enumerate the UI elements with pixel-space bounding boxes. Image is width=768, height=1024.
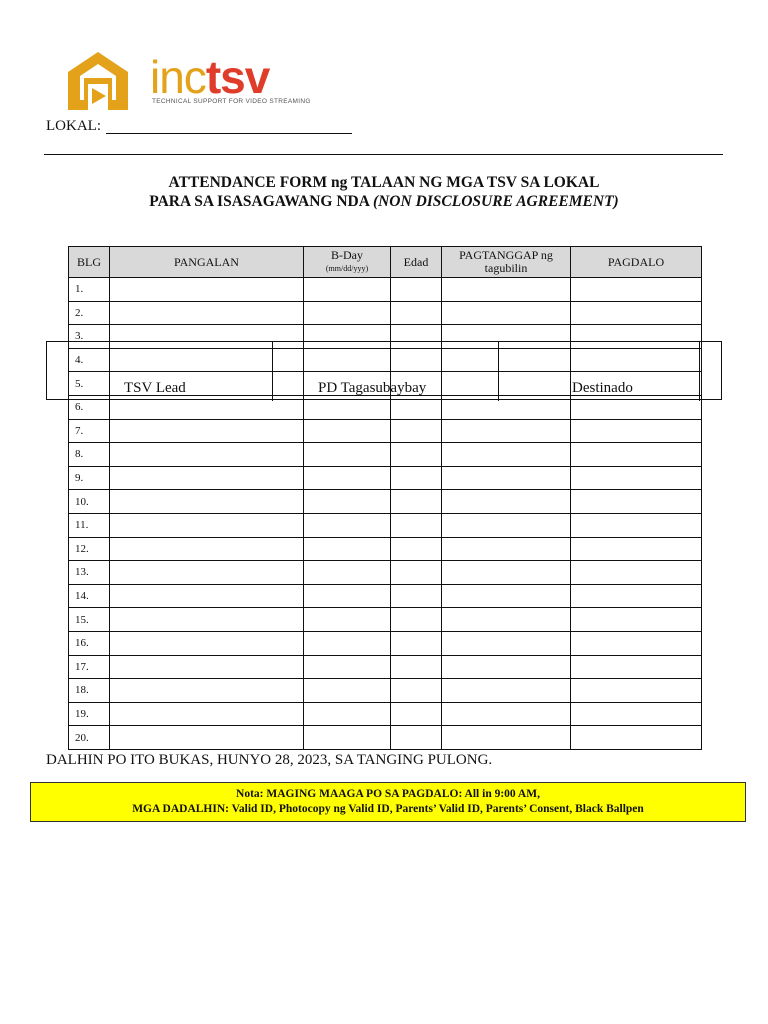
bday-cell[interactable] bbox=[304, 466, 391, 490]
age-cell[interactable] bbox=[391, 513, 442, 537]
form-title-italic: (NON DISCLOSURE AGREEMENT) bbox=[372, 193, 619, 210]
name-cell[interactable] bbox=[110, 537, 304, 561]
table-row bbox=[69, 278, 702, 302]
bday-cell[interactable] bbox=[304, 537, 391, 561]
table-row bbox=[69, 584, 702, 608]
header-blg: BLG bbox=[69, 247, 110, 278]
pd-tagasubaybay-label: PD Tagasubaybay bbox=[318, 380, 427, 396]
row-number: 18. bbox=[69, 679, 110, 703]
name-cell[interactable] bbox=[110, 608, 304, 632]
row-number: 10. bbox=[69, 490, 110, 514]
age-cell[interactable] bbox=[391, 443, 442, 467]
bday-cell[interactable] bbox=[304, 301, 391, 325]
table-row bbox=[69, 419, 702, 443]
header-pangalan: PANGALAN bbox=[110, 247, 304, 278]
signatory-divider bbox=[109, 342, 110, 401]
age-cell[interactable] bbox=[391, 537, 442, 561]
pagtanggap-cell[interactable] bbox=[442, 278, 571, 302]
age-cell[interactable] bbox=[391, 561, 442, 585]
bday-cell[interactable] bbox=[304, 443, 391, 467]
row-number: 1. bbox=[69, 278, 110, 302]
table-row bbox=[69, 608, 702, 632]
form-title-line2 bbox=[0, 193, 768, 211]
pagtanggap-cell[interactable] bbox=[442, 301, 571, 325]
pagdalo-cell[interactable] bbox=[571, 631, 702, 655]
pagdalo-cell[interactable] bbox=[571, 726, 702, 750]
header-pagdalo: PAGDALO bbox=[571, 247, 702, 278]
header-bday-format: (mm/dd/yyy) bbox=[325, 264, 369, 273]
pagdalo-cell[interactable] bbox=[571, 301, 702, 325]
pagdalo-cell[interactable] bbox=[571, 561, 702, 585]
logo-tsv: tsv bbox=[205, 51, 270, 103]
row-number: 6. bbox=[69, 395, 110, 419]
row-number: 13. bbox=[69, 561, 110, 585]
name-cell[interactable] bbox=[110, 561, 304, 585]
pagtanggap-cell[interactable] bbox=[442, 655, 571, 679]
pagtanggap-cell[interactable] bbox=[442, 584, 571, 608]
pagdalo-cell[interactable] bbox=[571, 490, 702, 514]
table-row bbox=[69, 443, 702, 467]
age-cell[interactable] bbox=[391, 726, 442, 750]
pagdalo-cell[interactable] bbox=[571, 466, 702, 490]
row-number: 20. bbox=[69, 726, 110, 750]
pagtanggap-cell[interactable] bbox=[442, 726, 571, 750]
table-row bbox=[69, 679, 702, 703]
header-bday bbox=[304, 247, 391, 278]
lokal-field-line[interactable] bbox=[106, 133, 352, 134]
pagdalo-cell[interactable] bbox=[571, 584, 702, 608]
bday-cell[interactable] bbox=[304, 608, 391, 632]
pagtanggap-cell[interactable] bbox=[442, 443, 571, 467]
name-cell[interactable] bbox=[110, 702, 304, 726]
bday-cell[interactable] bbox=[304, 679, 391, 703]
name-cell[interactable] bbox=[110, 584, 304, 608]
age-cell[interactable] bbox=[391, 631, 442, 655]
table-row bbox=[69, 466, 702, 490]
table-row bbox=[69, 513, 702, 537]
note-line1: Nota: MAGING MAAGA PO SA PAGDALO: All in 9:00 AM, bbox=[236, 788, 540, 800]
bday-cell[interactable] bbox=[304, 702, 391, 726]
pagdalo-cell[interactable] bbox=[571, 419, 702, 443]
note-box bbox=[30, 782, 746, 822]
pagdalo-cell[interactable] bbox=[571, 537, 702, 561]
name-cell[interactable] bbox=[110, 443, 304, 467]
pagdalo-cell[interactable] bbox=[571, 513, 702, 537]
bday-cell[interactable] bbox=[304, 561, 391, 585]
pagtanggap-cell[interactable] bbox=[442, 419, 571, 443]
table-header-row bbox=[69, 247, 702, 278]
form-title-line1: ATTENDANCE FORM ng TALAAN NG MGA TSV SA LOKAL bbox=[168, 174, 600, 191]
name-cell[interactable] bbox=[110, 726, 304, 750]
table-row bbox=[69, 301, 702, 325]
signatory-divider bbox=[272, 342, 273, 401]
age-cell[interactable] bbox=[391, 278, 442, 302]
name-cell[interactable] bbox=[110, 278, 304, 302]
row-number: 9. bbox=[69, 466, 110, 490]
name-cell[interactable] bbox=[110, 631, 304, 655]
pagtanggap-cell[interactable] bbox=[442, 513, 571, 537]
age-cell[interactable] bbox=[391, 655, 442, 679]
name-cell[interactable] bbox=[110, 490, 304, 514]
table-row bbox=[69, 702, 702, 726]
signatory-inner-box bbox=[109, 348, 699, 372]
pagdalo-cell[interactable] bbox=[571, 655, 702, 679]
pagtanggap-cell[interactable] bbox=[442, 561, 571, 585]
name-cell[interactable] bbox=[110, 513, 304, 537]
header-edad: Edad bbox=[391, 247, 442, 278]
bday-cell[interactable] bbox=[304, 278, 391, 302]
header-divider bbox=[44, 154, 723, 155]
table-row bbox=[69, 490, 702, 514]
pagtanggap-cell[interactable] bbox=[442, 679, 571, 703]
table-row bbox=[69, 537, 702, 561]
bday-cell[interactable] bbox=[304, 490, 391, 514]
row-number: 17. bbox=[69, 655, 110, 679]
row-number: 3. bbox=[69, 325, 110, 349]
age-cell[interactable] bbox=[391, 584, 442, 608]
age-cell[interactable] bbox=[391, 490, 442, 514]
row-number: 2. bbox=[69, 301, 110, 325]
pagtanggap-cell[interactable] bbox=[442, 490, 571, 514]
pagtanggap-cell[interactable] bbox=[442, 537, 571, 561]
attendance-table bbox=[68, 246, 702, 750]
bday-cell[interactable] bbox=[304, 584, 391, 608]
row-number: 16. bbox=[69, 631, 110, 655]
signatory-divider bbox=[699, 342, 700, 401]
row-number: 5. bbox=[69, 372, 110, 396]
bday-cell[interactable] bbox=[304, 655, 391, 679]
row-number: 7. bbox=[69, 419, 110, 443]
row-number: 11. bbox=[69, 513, 110, 537]
table-row bbox=[69, 655, 702, 679]
form-title-main: PARA SA ISASAGAWANG NDA bbox=[149, 193, 370, 210]
pagdalo-cell[interactable] bbox=[571, 278, 702, 302]
bday-cell[interactable] bbox=[304, 631, 391, 655]
table-row bbox=[69, 631, 702, 655]
age-cell[interactable] bbox=[391, 301, 442, 325]
signatory-divider bbox=[498, 342, 499, 401]
bday-cell[interactable] bbox=[304, 513, 391, 537]
name-cell[interactable] bbox=[110, 679, 304, 703]
row-number: 14. bbox=[69, 584, 110, 608]
inctsv-logo bbox=[66, 50, 311, 112]
bday-cell[interactable] bbox=[304, 726, 391, 750]
name-cell[interactable] bbox=[110, 655, 304, 679]
destinado-label: Destinado bbox=[572, 380, 633, 396]
name-cell[interactable] bbox=[110, 301, 304, 325]
pagdalo-cell[interactable] bbox=[571, 679, 702, 703]
age-cell[interactable] bbox=[391, 702, 442, 726]
row-number: 8. bbox=[69, 443, 110, 467]
header-pagtanggap: PAGTANGGAP ng tagubilin bbox=[442, 247, 571, 278]
logo-tagline: TECHNICAL SUPPORT FOR VIDEO STREAMING bbox=[152, 98, 311, 105]
age-cell[interactable] bbox=[391, 608, 442, 632]
note-line2: MGA DADALHIN: Valid ID, Photocopy ng Valid ID, Parents’ Valid ID, Parents’ Consent, Black Ballpen bbox=[132, 803, 644, 815]
age-cell[interactable] bbox=[391, 466, 442, 490]
name-cell[interactable] bbox=[110, 466, 304, 490]
pagdalo-cell[interactable] bbox=[571, 702, 702, 726]
tsv-lead-label: TSV Lead bbox=[124, 380, 186, 396]
pagtanggap-cell[interactable] bbox=[442, 608, 571, 632]
row-number: 15. bbox=[69, 608, 110, 632]
row-number: 19. bbox=[69, 702, 110, 726]
logo-inc: inc bbox=[150, 51, 206, 103]
row-number: 12. bbox=[69, 537, 110, 561]
bday-cell[interactable] bbox=[304, 419, 391, 443]
header-bday-label: B-Day bbox=[331, 248, 363, 262]
name-cell[interactable] bbox=[110, 419, 304, 443]
table-row bbox=[69, 726, 702, 750]
age-cell[interactable] bbox=[391, 419, 442, 443]
pagdalo-cell[interactable] bbox=[571, 443, 702, 467]
pagtanggap-cell[interactable] bbox=[442, 702, 571, 726]
house-logo-icon bbox=[66, 50, 130, 112]
pagtanggap-cell[interactable] bbox=[442, 631, 571, 655]
pagtanggap-cell[interactable] bbox=[442, 466, 571, 490]
table-row bbox=[69, 561, 702, 585]
lokal-label: LOKAL: bbox=[46, 118, 101, 134]
row-number: 4. bbox=[69, 348, 110, 372]
instruction-text: DALHIN PO ITO BUKAS, HUNYO 28, 2023, SA TANGING PULONG. bbox=[46, 752, 493, 768]
age-cell[interactable] bbox=[391, 679, 442, 703]
pagdalo-cell[interactable] bbox=[571, 608, 702, 632]
